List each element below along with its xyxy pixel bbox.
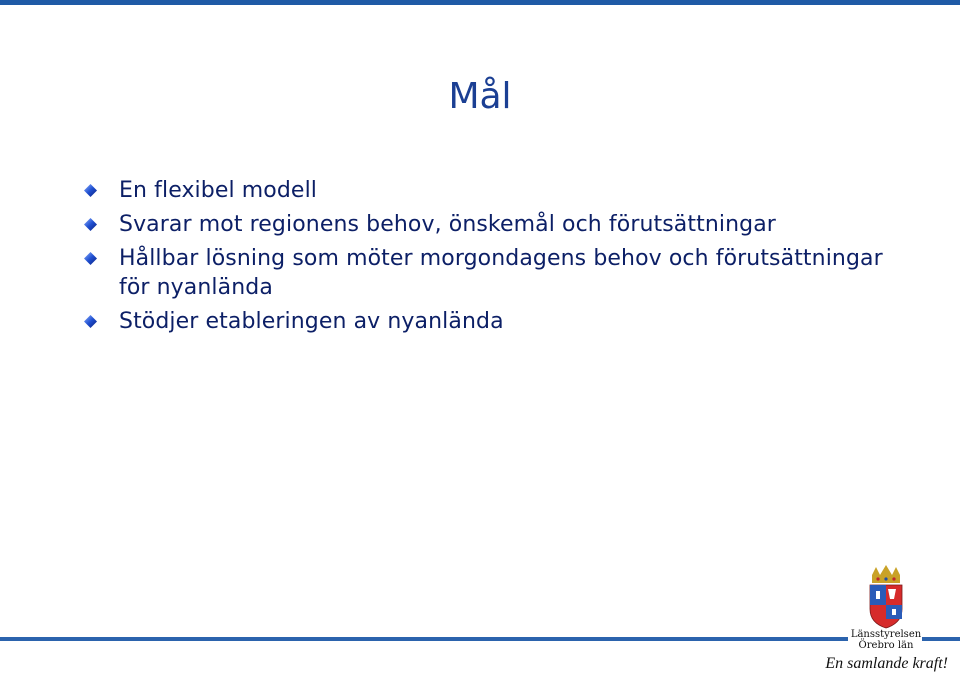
bullet-text: Stödjer etableringen av nyanlända <box>119 309 504 334</box>
county-crest-icon <box>866 565 906 629</box>
footer-divider-left <box>0 637 848 641</box>
logo-text-agency: Länsstyrelsen <box>850 629 922 640</box>
bullet-icon <box>84 184 97 197</box>
bullet-list <box>84 176 904 341</box>
list-item <box>84 244 904 302</box>
bullet-text: Svarar mot regionens behov, önskemål och förutsättningar <box>119 212 776 237</box>
list-item <box>84 176 904 205</box>
slogan: En samlande kraft! <box>825 655 948 672</box>
bullet-icon <box>84 252 97 265</box>
bullet-text: En flexibel modell <box>119 178 317 203</box>
top-accent-bar <box>0 0 960 5</box>
list-item <box>84 210 904 239</box>
footer-divider-right <box>922 637 960 641</box>
logo-text-county: Örebro län <box>858 640 914 651</box>
county-logo <box>850 565 922 651</box>
bullet-icon <box>84 218 97 231</box>
slide-title: Mål <box>448 76 512 117</box>
bullet-icon <box>84 315 97 328</box>
bullet-text: Hållbar lösning som möter morgondagens behov och förutsättningar för nyanlända <box>119 246 883 300</box>
list-item <box>84 307 904 336</box>
